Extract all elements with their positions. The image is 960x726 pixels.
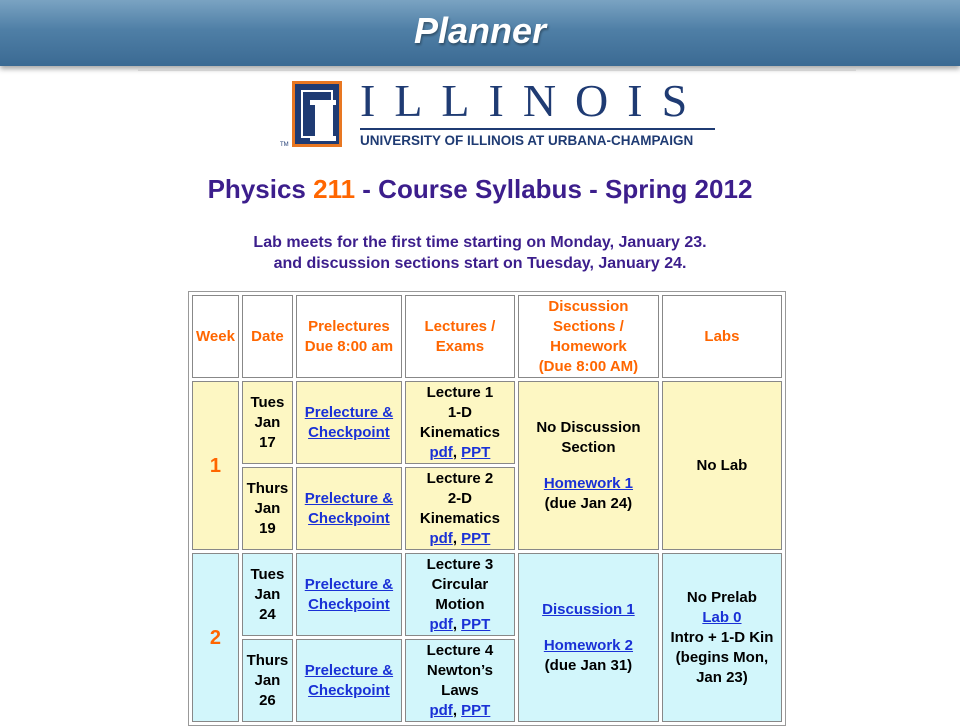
syllabus-table <box>188 291 786 726</box>
week-number: 1 <box>192 381 239 550</box>
pdf-link[interactable]: pdf <box>429 615 453 633</box>
prelecture-link[interactable]: Prelecture & Checkpoint <box>304 403 394 441</box>
col-labs: Labs <box>662 295 782 378</box>
col-lectures: Lectures / Exams <box>405 295 515 378</box>
trademark: TM <box>280 142 289 148</box>
date-cell: Thurs Jan 26 <box>242 639 293 722</box>
discussion-cell: Discussion 1 Homework 2 (due Jan 31) <box>518 553 659 722</box>
course-heading: Physics 211 - Course Syllabus - Spring 2012 <box>207 174 753 204</box>
col-prelectures: Prelectures Due 8:00 am <box>296 295 402 378</box>
prelecture-link[interactable]: Prelecture & Checkpoint <box>304 489 394 527</box>
table-row <box>192 381 782 464</box>
lab-cell: No Lab <box>662 381 782 550</box>
homework-link[interactable]: Homework 1 <box>543 474 634 492</box>
course-number: 211 <box>313 174 356 204</box>
logo-rule <box>360 128 715 130</box>
homework-link[interactable]: Homework 2 <box>543 636 634 654</box>
intro-text: Lab meets for the first time starting on Monday, January 23. and discussion sections start on Tuesday, January 24. <box>253 234 707 272</box>
prelecture-cell <box>296 553 402 636</box>
illinois-logo <box>280 75 720 152</box>
ppt-link[interactable]: PPT <box>461 529 491 547</box>
slide-title: Planner <box>413 10 547 51</box>
col-date: Date <box>242 295 293 378</box>
ppt-link[interactable]: PPT <box>461 443 491 461</box>
lab-link[interactable]: Lab 0 <box>702 608 742 626</box>
date-cell: Tues Jan 17 <box>242 381 293 464</box>
divider <box>138 69 856 71</box>
ppt-link[interactable]: PPT <box>461 701 491 719</box>
discussion-link[interactable]: Discussion 1 <box>542 600 635 618</box>
block-i-icon <box>292 81 342 147</box>
prelecture-link[interactable]: Prelecture & Checkpoint <box>304 661 394 699</box>
logo-wordmark: ILLINOIS <box>360 75 707 126</box>
lecture-cell: Lecture 4 Newton’s Laws pdf, PPT <box>405 639 515 722</box>
lecture-cell: Lecture 3 Circular Motion pdf, PPT <box>405 553 515 636</box>
prelecture-cell <box>296 381 402 464</box>
week-number: 2 <box>192 553 239 722</box>
lecture-cell: Lecture 1 1-D Kinematics pdf, PPT <box>405 381 515 464</box>
title-bar <box>0 0 960 66</box>
lecture-cell: Lecture 2 2-D Kinematics pdf, PPT <box>405 467 515 550</box>
col-week: Week <box>192 295 239 378</box>
ppt-link[interactable]: PPT <box>461 615 491 633</box>
table-header-row <box>192 295 782 378</box>
discussion-cell: No Discussion Section Homework 1 (due Jan 24) <box>518 381 659 550</box>
prelecture-cell <box>296 467 402 550</box>
pdf-link[interactable]: pdf <box>429 529 453 547</box>
table-row <box>192 553 782 636</box>
logo-subtitle: UNIVERSITY OF ILLINOIS AT URBANA-CHAMPAIGN <box>360 133 694 148</box>
date-cell: Tues Jan 24 <box>242 553 293 636</box>
date-cell: Thurs Jan 19 <box>242 467 293 550</box>
prelecture-link[interactable]: Prelecture & Checkpoint <box>304 575 394 613</box>
col-discussion: Discussion Sections / Homework (Due 8:00 AM) <box>518 295 659 378</box>
pdf-link[interactable]: pdf <box>429 443 453 461</box>
pdf-link[interactable]: pdf <box>429 701 453 719</box>
prelecture-cell <box>296 639 402 722</box>
lab-cell: No Prelab Lab 0 Intro + 1-D Kin (begins Mon, Jan 23) <box>662 553 782 722</box>
